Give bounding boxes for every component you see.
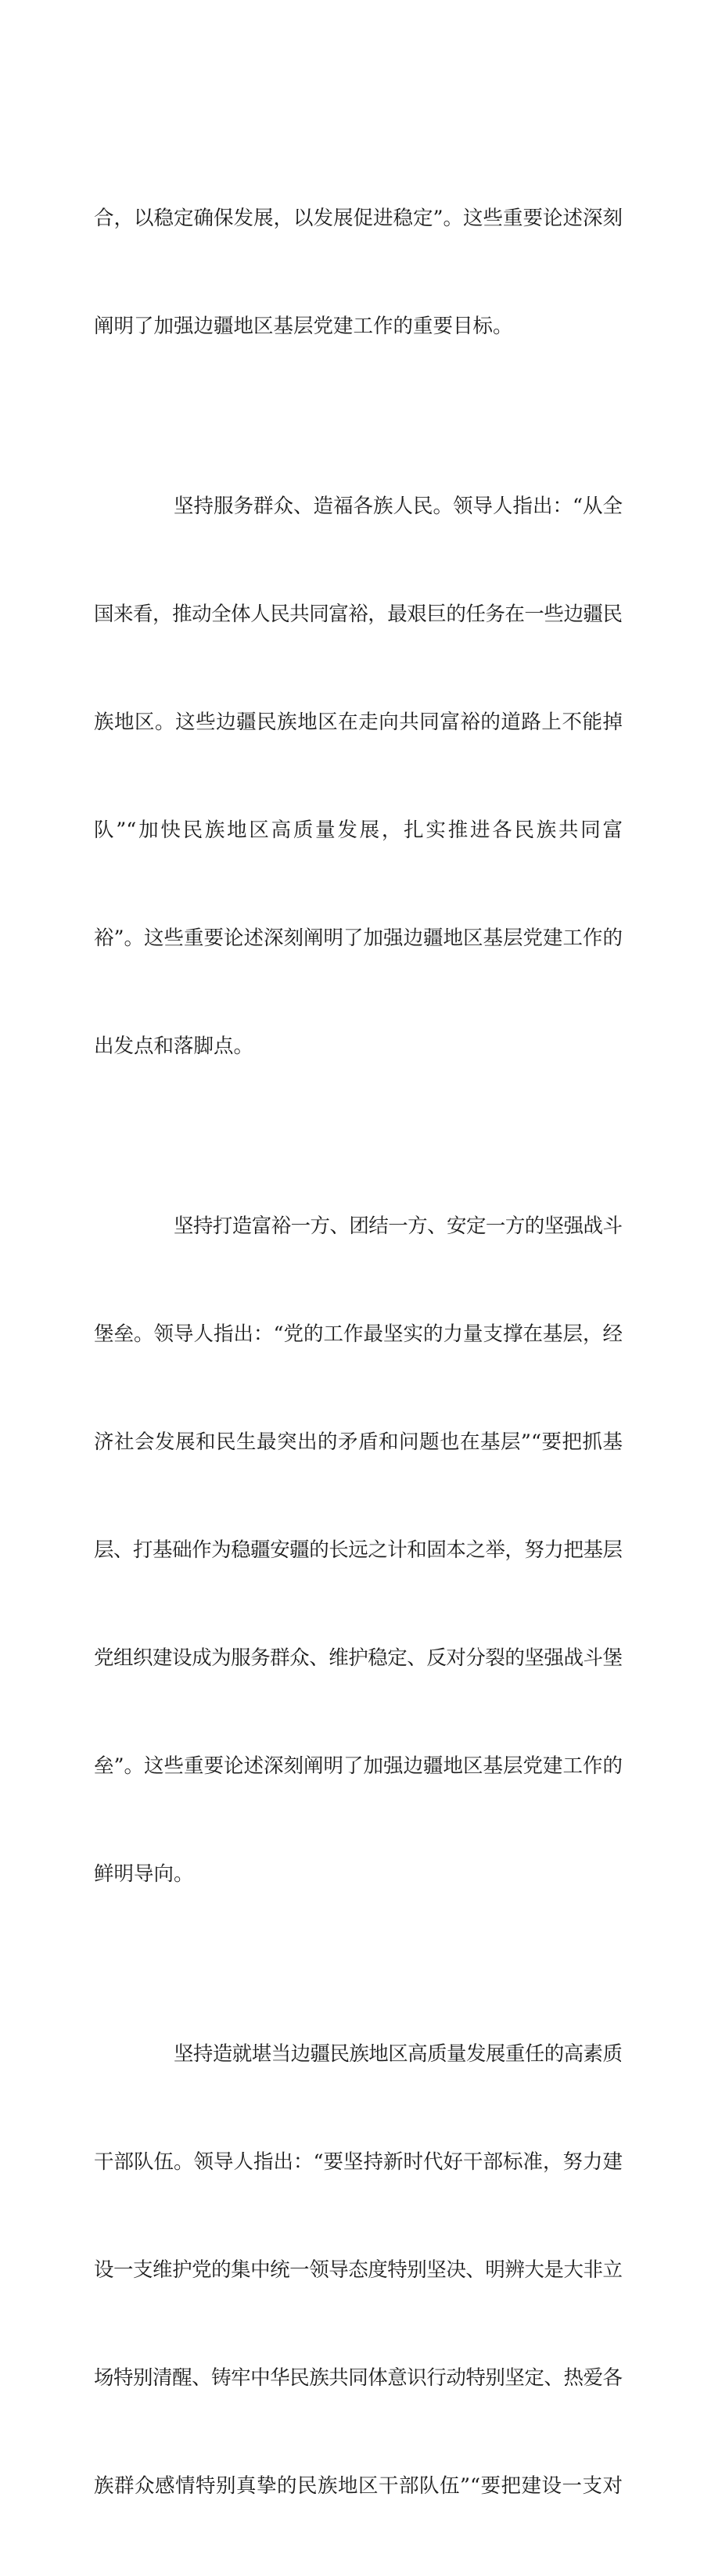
text-line: 队”“加快民族地区高质量发展，扎实推进各民族共同富 [94,818,623,842]
text-line: 鲜明导向。 [94,1862,194,1886]
paragraph-2 [94,416,623,1136]
text-line: 堡垒。领导人指出：“党的工作最坚实的力量支撑在基层，经 [94,1322,623,1346]
text-line: 党组织建设成为服务群众、维护稳定、反对分裂的坚强战斗堡 [94,1646,623,1670]
text-line: 垒”。这些重要论述深刻阐明了加强边疆地区基层党建工作的 [94,1754,623,1778]
paragraph-1 [94,128,623,416]
text-line: 国来看，推动全体人民共同富裕，最艰巨的任务在一些边疆民 [94,603,623,626]
text-line: 干部队伍。领导人指出：“要坚持新时代好干部标准，努力建 [94,2150,623,2174]
text-line: 设一支维护党的集中统一领导态度特别坚决、明辨大是大非立 [94,2258,623,2282]
text-line: 族群众感情特别真挚的民族地区干部队伍”“要把建设一支对 [94,2474,623,2498]
paragraph-4 [94,1964,623,2576]
text-line: 场特别清醒、铸牢中华民族共同体意识行动特别坚定、热爱各 [94,2366,623,2390]
text-line: 出发点和落脚点。 [94,1034,254,1058]
paragraph-3 [94,1136,623,1964]
text-line: 裕”。这些重要论述深刻阐明了加强边疆地区基层党建工作的 [94,926,623,950]
text-line: 坚持打造富裕一方、团结一方、安定一方的坚强战斗 [174,1214,623,1238]
text-line: 合，以稳定确保发展，以发展促进稳定”。这些重要论述深刻 [94,207,623,230]
body-text [94,128,623,2576]
text-line: 阐明了加强边疆地区基层党建工作的重要目标。 [94,315,513,338]
text-line: 济社会发展和民生最突出的矛盾和问题也在基层”“要把抓基 [94,1430,623,1454]
text-line: 坚持造就堪当边疆民族地区高质量发展重任的高素质 [174,2042,623,2066]
text-line: 层、打基础作为稳疆安疆的长远之计和固本之举，努力把基层 [94,1538,623,1562]
text-line: 族地区。这些边疆民族地区在走向共同富裕的道路上不能掉 [94,711,623,734]
text-line: 坚持服务群众、造福各族人民。领导人指出：“从全 [174,495,623,518]
